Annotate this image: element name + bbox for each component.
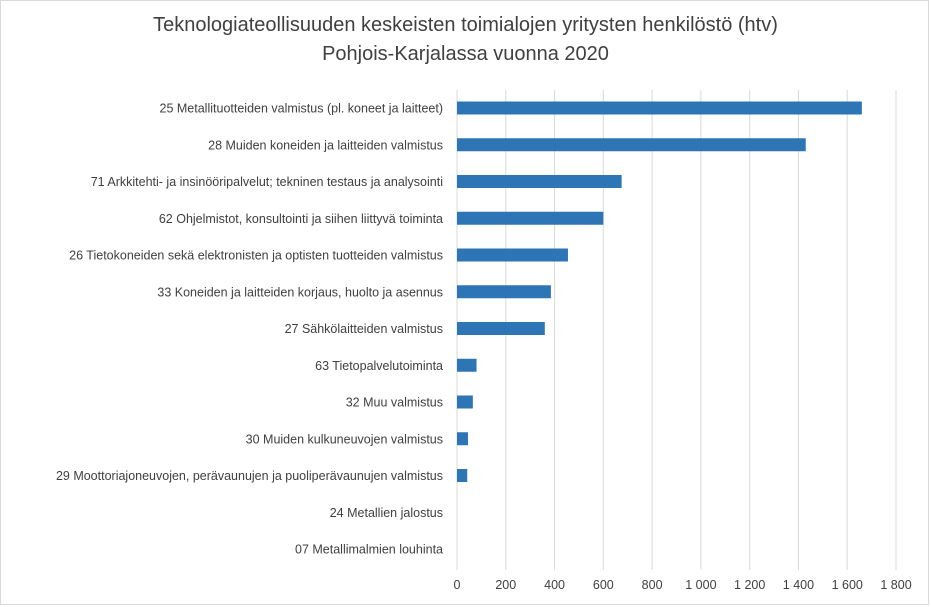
bar	[457, 432, 468, 445]
bar	[457, 396, 473, 409]
bar	[457, 212, 603, 225]
chart-title-line-1: Teknologiateollisuuden keskeisten toimialojen yritysten henkilöstö (htv)	[153, 14, 778, 36]
x-tick-label: 200	[495, 578, 517, 592]
x-tick-label: 800	[641, 578, 663, 592]
category-label: 07 Metallimalmien louhinta	[295, 542, 443, 557]
bar	[457, 102, 862, 115]
x-tick-label: 400	[544, 578, 565, 592]
x-tick-label: 1 800	[880, 578, 912, 592]
bar	[457, 249, 568, 262]
x-axis-tick-labels	[454, 578, 912, 592]
x-tick-label: 1 600	[831, 578, 863, 592]
x-tick-label: 1 200	[734, 578, 766, 592]
bar	[457, 322, 545, 335]
x-tick-label: 1 000	[685, 578, 717, 592]
category-label: 32 Muu valmistus	[345, 395, 443, 410]
category-label: 62 Ohjelmistot, konsultointi ja siihen liittyvä toiminta	[158, 211, 443, 226]
x-tick-label: 600	[592, 578, 614, 592]
category-label: 24 Metallien jalostus	[329, 505, 443, 520]
category-label: 71 Arkkitehti- ja insinööripalvelut; tekninen testaus ja analysointi	[90, 175, 443, 189]
category-label: 30 Muiden kulkuneuvojen valmistus	[245, 432, 443, 447]
x-tick-label: 1 400	[782, 578, 815, 592]
bar	[457, 138, 806, 151]
category-label: 26 Tietokoneiden sekä elektronisten ja optisten tuotteiden valmistus	[69, 248, 443, 263]
category-labels	[56, 102, 443, 557]
bar	[457, 285, 551, 298]
bar	[457, 359, 477, 372]
bar	[457, 469, 467, 482]
category-label: 27 Sähkölaitteiden valmistus	[284, 322, 443, 336]
bar	[457, 175, 622, 188]
category-label: 29 Moottoriajoneuvojen, perävaunujen ja puoliperävaunujen valmistus	[55, 469, 443, 483]
chart-title-line-2: Pohjois-Karjalassa vuonna 2020	[322, 43, 609, 65]
x-tick-label: 0	[453, 578, 461, 592]
category-label: 33 Koneiden ja laitteiden korjaus, huolto ja asennus	[157, 285, 443, 300]
bars	[457, 102, 862, 483]
category-label: 63 Tietopalvelutoiminta	[315, 358, 443, 373]
category-label: 25 Metallituotteiden valmistus (pl. koneet ja laitteet)	[159, 101, 443, 116]
category-label: 28 Muiden koneiden ja laitteiden valmistus	[208, 138, 443, 153]
